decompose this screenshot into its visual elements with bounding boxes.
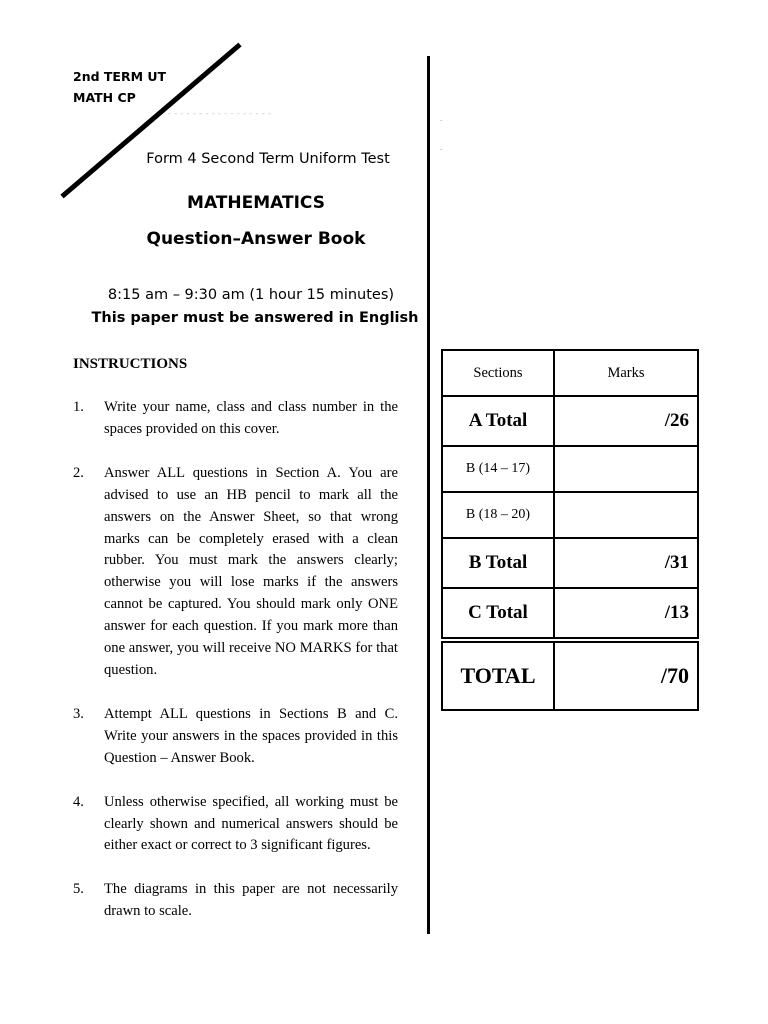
instructions-heading: INSTRUCTIONS <box>73 356 188 372</box>
corner-label-line1: 2nd TERM UT <box>73 69 167 84</box>
table-row-c-total <box>442 588 698 640</box>
instruction-item <box>73 879 398 923</box>
marks-cell: /13 <box>554 588 698 640</box>
corner-label-line2: MATH CP <box>73 90 136 105</box>
marks-cell <box>554 446 698 492</box>
marks-table <box>441 349 699 711</box>
subject-title: MATHEMATICS <box>187 193 325 213</box>
instruction-text: Attempt ALL questions in Sections B and C. Write your answers in the spaces provided in this Question – Answer Book. <box>104 705 398 766</box>
table-row-a-total <box>442 396 698 446</box>
instruction-item <box>73 792 398 858</box>
marks-table-header-row <box>442 350 698 396</box>
section-cell: C Total <box>442 588 554 640</box>
instruction-text: Write your name, class and class number in the spaces provided on this cover. <box>104 399 398 437</box>
section-cell: B Total <box>442 538 554 588</box>
marks-cell: /70 <box>554 640 698 710</box>
instruction-number: 3. <box>73 705 84 722</box>
instruction-item <box>73 463 398 682</box>
exam-subtitle: Form 4 Second Term Uniform Test <box>146 151 390 167</box>
instruction-number: 1. <box>73 399 84 415</box>
instruction-number: 4. <box>73 793 84 810</box>
instruction-text: Answer ALL questions in Section A. You are advised to use an HB pencil to mark all the answers on the Answer Sheet, so that wrong marks can be completely erased with a clean rubber. You must mark the answers clearly; otherwise you will lose marks if the answers cannot be captured. You should mark only ONE answer for each question. If you mark more than one answer, you will receive NO MARKS for that question. <box>104 464 398 678</box>
scan-dot: . <box>440 142 443 152</box>
instruction-number: 2. <box>73 464 84 481</box>
marks-cell: /26 <box>554 396 698 446</box>
exam-time: 8:15 am – 9:30 am (1 hour 15 minutes) <box>107 287 395 303</box>
instruction-text: The diagrams in this paper are not necessarily drawn to scale. <box>104 881 398 920</box>
table-row-grand-total <box>442 640 698 710</box>
instruction-number: 5. <box>73 881 84 898</box>
scan-dot: . <box>440 113 443 123</box>
corner-label <box>73 66 166 108</box>
column-header-sections: Sections <box>442 350 554 396</box>
instruction-item <box>73 704 398 770</box>
table-row-b-total <box>442 538 698 588</box>
book-title: Question–Answer Book <box>146 229 366 249</box>
faded-scan-residue: - - - - - - - - - - - - - - - - - <box>168 108 272 118</box>
column-header-marks: Marks <box>554 350 698 396</box>
marks-cell: /31 <box>554 538 698 588</box>
section-cell: A Total <box>442 396 554 446</box>
marks-cell <box>554 492 698 538</box>
section-cell: B (18 – 20) <box>442 492 554 538</box>
table-row-b-18-20 <box>442 492 698 538</box>
instruction-item <box>73 397 398 441</box>
instruction-text: Unless otherwise specified, all working must be clearly shown and numerical answers should be either exact or correct to 3 significant figures. <box>104 793 398 854</box>
language-note: This paper must be answered in English <box>91 310 419 326</box>
table-row-b-14-17 <box>442 446 698 492</box>
instructions-list <box>73 397 398 945</box>
vertical-divider <box>427 56 430 934</box>
section-cell: B (14 – 17) <box>442 446 554 492</box>
section-cell: TOTAL <box>442 640 554 710</box>
